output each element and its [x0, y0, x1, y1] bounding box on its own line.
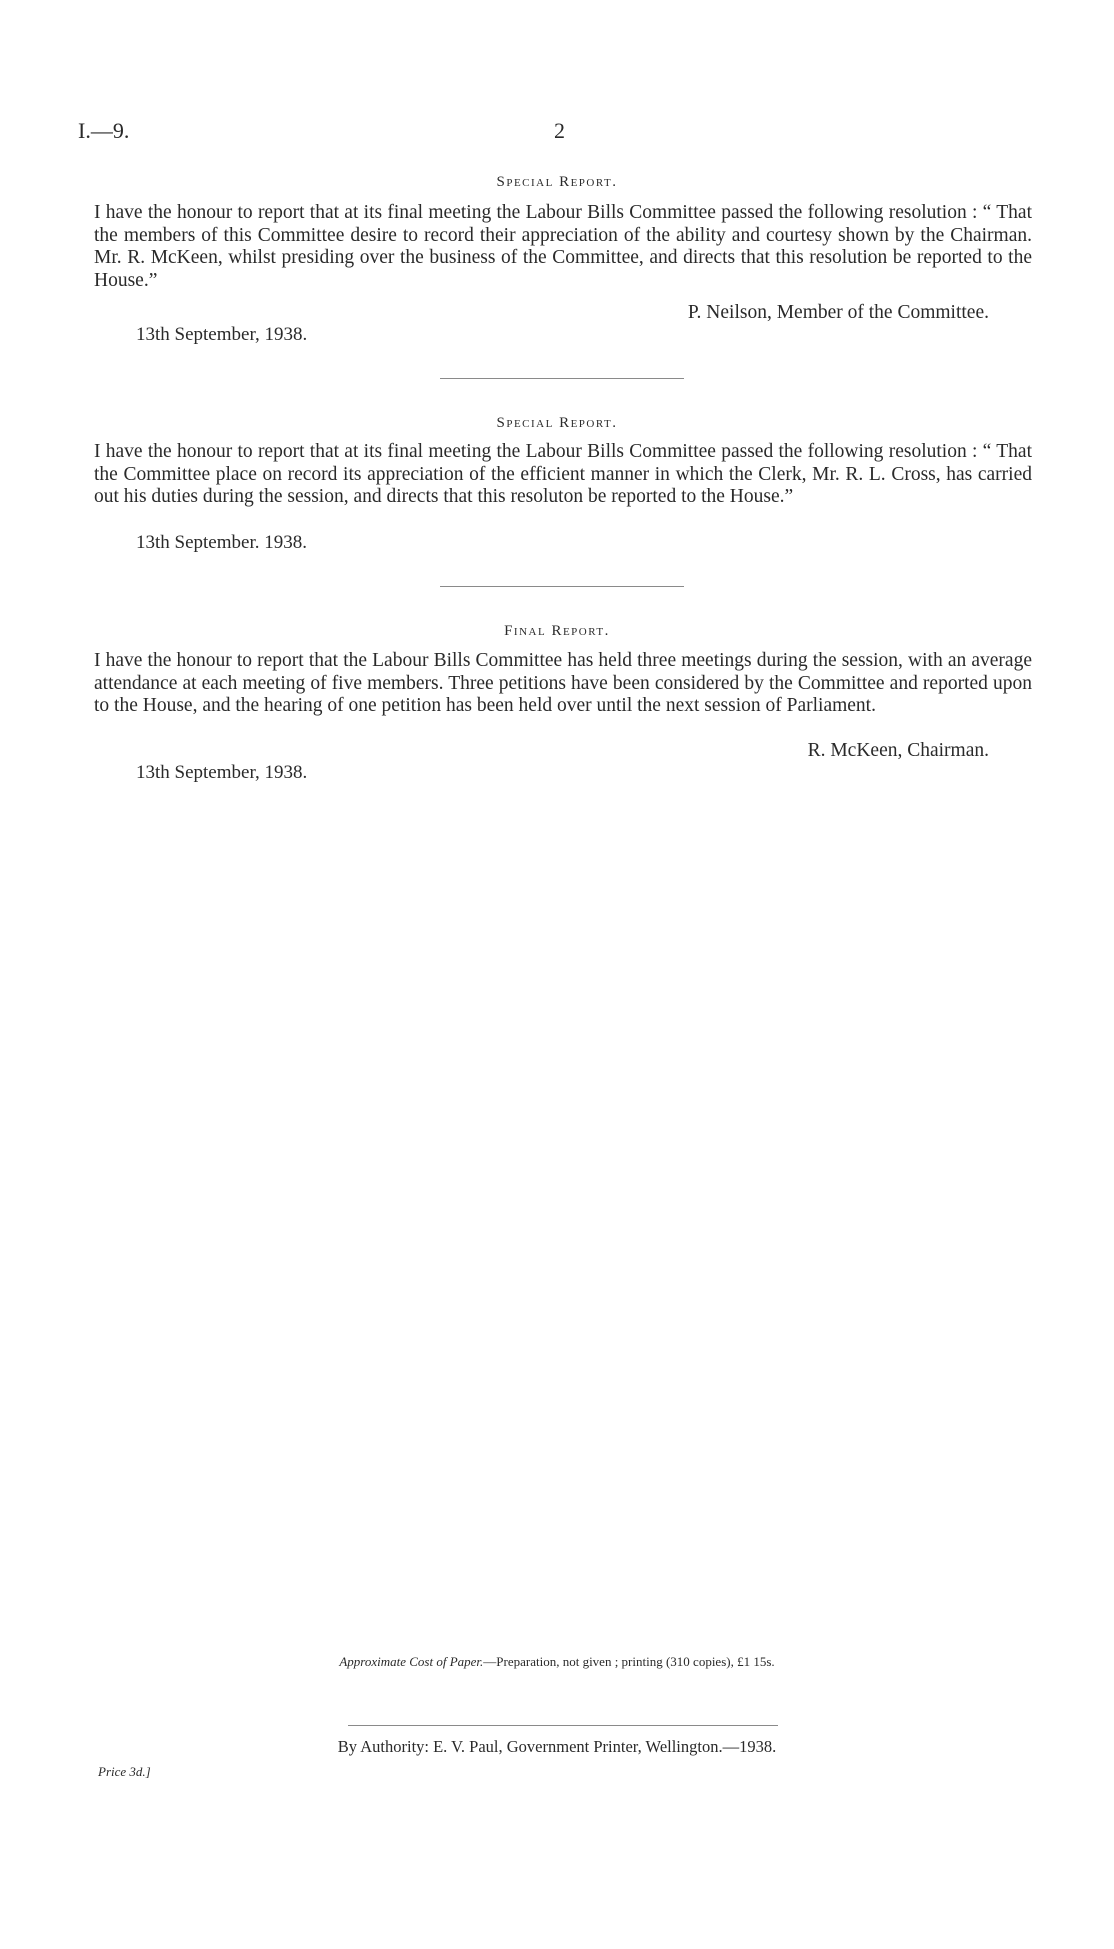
section-2-body: I have the honour to report that at its final meeting the Labour Bills Committee passed the following resolution : “ That the Committee place on record its appreciation of the efficient manner in which the Clerk, Mr. R. L. Cross, has carried out his duties during the session, and directs that this resoluton be reported to the House.”	[94, 441, 1032, 508]
section-1-body: I have the honour to report that at its final meeting the Labour Bills Committee passed the following resolution : “ That the members of this Committee desire to record their appreciation of the ability and courtesy shown by the Chairman. Mr. R. McKeen, whilst presiding over the business of the Committee, and directs that this resolution be reported to the House.”	[94, 202, 1032, 291]
price: Price 3d.]	[98, 1764, 151, 1779]
document-reference: I.—9.	[78, 118, 130, 143]
section-2-title: Special Report.	[496, 415, 618, 431]
footer-rule	[348, 1725, 778, 1726]
cost-text: —Preparation, not given ; printing (310 copies), £1 15s.	[483, 1654, 775, 1669]
section-divider	[440, 586, 684, 587]
page-number: 2	[554, 118, 565, 143]
section-3-signature: R. McKeen, Chairman.	[807, 740, 989, 761]
printer-authority: By Authority: E. V. Paul, Government Printer, Wellington.—1938.	[337, 1737, 777, 1756]
section-1-title: Special Report.	[496, 174, 618, 190]
section-3-body: I have the honour to report that the Labour Bills Committee has held three meetings during the session, with an average attendance at each meeting of five members. Three petitions have been considered by the Committee and reported upon to the House, and the hearing of one petition has been held over until the next session of Parliament.	[94, 650, 1032, 717]
cost-label: Approximate Cost of Paper.	[339, 1654, 484, 1669]
section-1-signature: P. Neilson, Member of the Committee.	[687, 302, 989, 323]
section-2-date: 13th September. 1938.	[136, 532, 307, 553]
section-3-title: Final Report.	[504, 623, 610, 639]
section-3-date: 13th September, 1938.	[136, 762, 308, 783]
section-divider	[440, 378, 684, 379]
section-1-date: 13th September, 1938.	[136, 324, 308, 345]
cost-note	[0, 1654, 1114, 1670]
